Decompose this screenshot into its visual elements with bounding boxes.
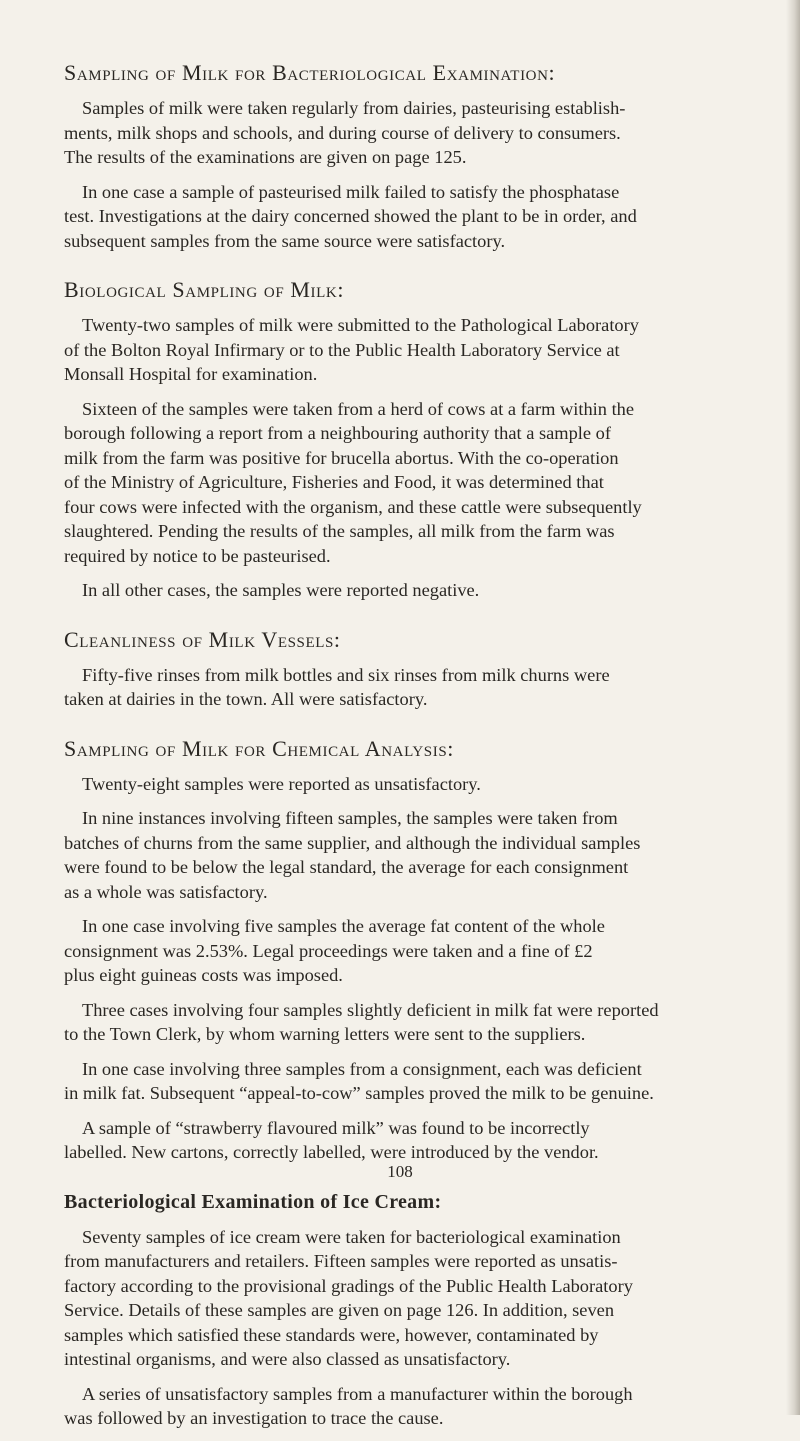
paragraph: Samples of milk were taken regularly from dairies, pasteurising establish- ments, milk shops and schools, and during course of delivery to consumers. The results of the examinations are given on page 125. xyxy=(64,98,626,167)
section-chemical-analysis xyxy=(64,734,780,1165)
section-biological-sampling xyxy=(64,275,780,603)
section-heading: Bacteriological Examination of Ice Cream: xyxy=(64,1190,442,1213)
page-edge-shadow xyxy=(786,0,800,1415)
document-page xyxy=(64,58,780,1441)
section-heading: Cleanliness of Milk Vessels: xyxy=(64,626,341,652)
paragraph: Three cases involving four samples slightly deficient in milk fat were reported to the Town Clerk, by whom warning letters were sent to the suppliers. xyxy=(64,999,659,1044)
paragraph: In nine instances involving fifteen samples, the samples were taken from batches of churns from the same supplier, and although the individual samples were found to be below the legal standard, the average for each consignment as a whole was satisfactory. xyxy=(64,808,641,902)
paragraph: In one case involving five samples the average fat content of the whole consignment was 2.53%. Legal proceedings were taken and a fine of £2 plus eight guineas costs was imposed. xyxy=(64,916,605,985)
paragraph: Twenty-two samples of milk were submitted to the Pathological Laboratory of the Bolton Royal Infirmary or to the Public Health Laboratory Service at Monsall Hospital for examination. xyxy=(64,315,639,384)
paragraph: In one case involving three samples from a consignment, each was deficient in milk fat. Subsequent “appeal-to-cow” samples proved the milk to be genuine. xyxy=(64,1058,654,1103)
section-heading: Sampling of Milk for Chemical Analysis: xyxy=(64,735,455,761)
paragraph: In all other cases, the samples were reported negative. xyxy=(82,580,480,600)
paragraph: Sixteen of the samples were taken from a herd of cows at a farm within the borough following a report from a neighbouring authority that a sample of milk from the farm was positive for brucella abortus. With the co-operation of the Ministry of Agriculture, Fisheries and Food, it was determined that four cows were infected with the organism, and these cattle were subsequently slaughtered. Pending the results of the samples, all milk from the farm was required by notice to be pasteurised. xyxy=(64,398,642,566)
paragraph: A sample of “strawberry flavoured milk” was found to be incorrectly labelled. New cartons, correctly labelled, were introduced by the vendor. xyxy=(64,1117,599,1162)
section-milk-bacteriological xyxy=(64,58,780,253)
section-heading: Biological Sampling of Milk: xyxy=(64,277,345,302)
section-cleanliness-vessels xyxy=(64,625,780,712)
section-ice-cream xyxy=(64,1187,780,1431)
paragraph: Fifty-five rinses from milk bottles and six rinses from milk churns were taken at dairies in the town. All were satisfactory. xyxy=(64,664,610,709)
paragraph: Seventy samples of ice cream were taken for bacteriological examination from manufacturers and retailers. Fifteen samples were reported as unsatis- factory according to the provisional gradings of the Public Health Laboratory Service. Details of these samples are given on page 126. In addition, seven samples which satisfied these standards were, however, contaminated by intestinal organisms, and were also classed as unsatisfactory. xyxy=(64,1226,633,1369)
page-number: 108 xyxy=(387,1162,413,1181)
paragraph: In one case a sample of pasteurised milk failed to satisfy the phosphatase test. Investigations at the dairy concerned showed the plant to be in order, and subsequent samples from the same source were satisfactory. xyxy=(64,181,637,251)
paragraph: Twenty-eight samples were reported as unsatisfactory. xyxy=(82,773,481,794)
section-heading: Sampling of Milk for Bacteriological Examination: xyxy=(64,60,556,85)
paragraph: A series of unsatisfactory samples from a manufacturer within the borough was followed by an investigation to trace the cause. xyxy=(64,1383,633,1428)
